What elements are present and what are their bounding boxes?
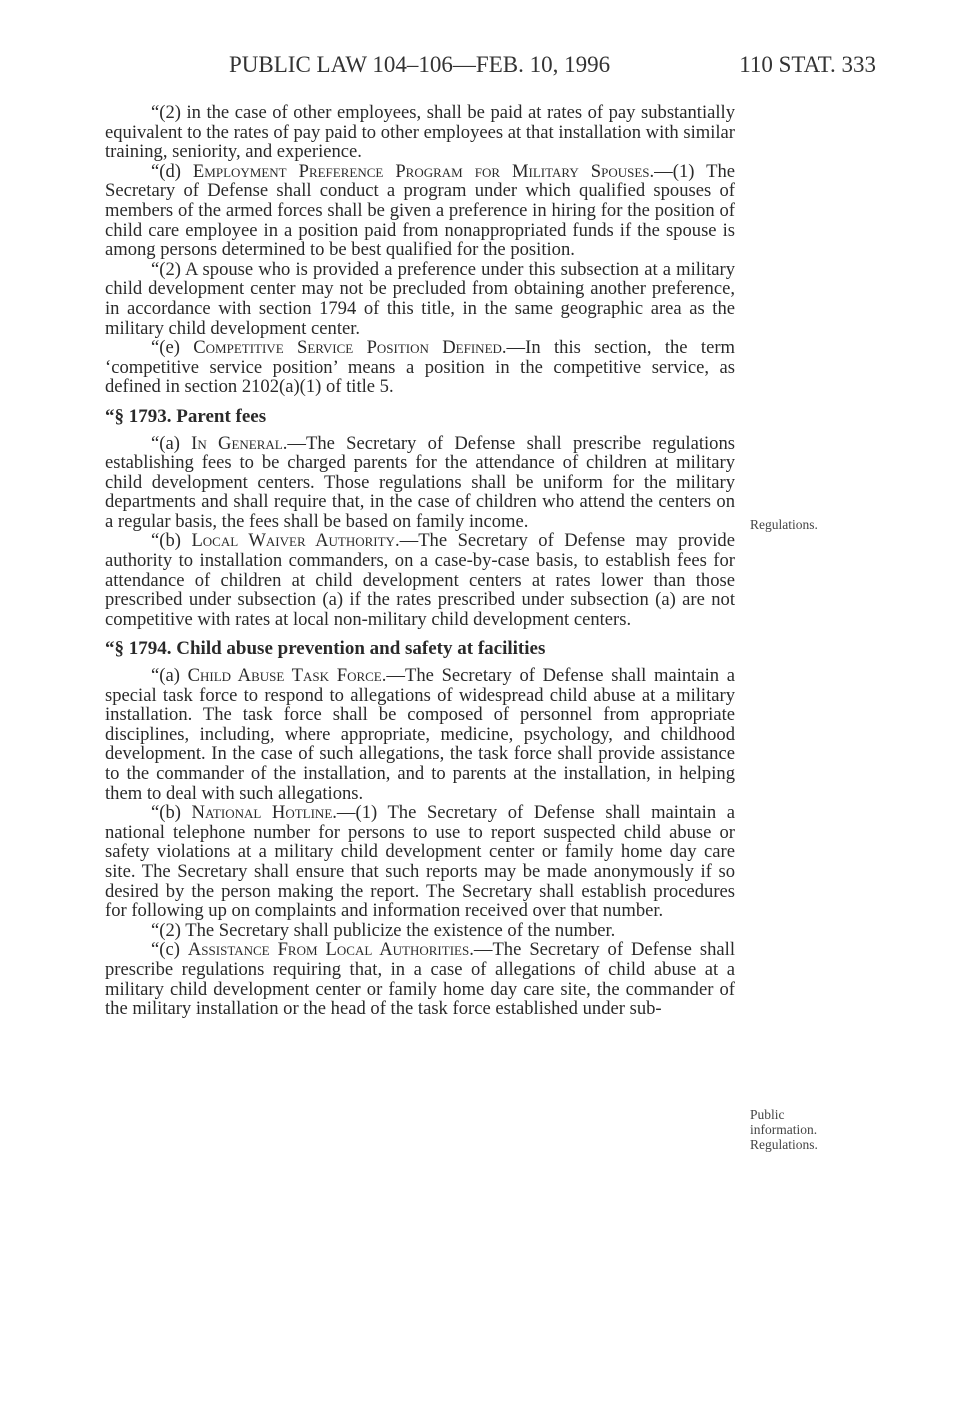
subsection-heading: Employment Preference Program for Military Spouses.: [192, 160, 655, 182]
margin-note-public-information: Public information. Regulations.: [750, 1107, 818, 1152]
subsection-heading: Child Abuse Task Force.: [187, 665, 387, 687]
subsection-d1: “(d) Employment Preference Program for Military Spouses.—(1) The Secretary of Defense shall conduct a program under which qualified spouses of members of the armed forces shall be given a preference in hiring for the position of child care employee in a position paid from nonappropriated funds if the spouse is among persons determined to be best qualified for the position.: [105, 160, 735, 261]
section-1793-a: “(a) In General.—The Secretary of Defense shall prescribe regulations establishing fees to be charged parents for the attendance of children at military child development centers. Those regulations shall be uniform for the military departments and shall require that, in the case of children who attend the centers on a regular basis, the fees shall be based on family income.: [105, 432, 735, 532]
section-1794-b2: “(2) The Secretary shall publicize the existence of the number.: [151, 919, 616, 941]
section-1794-a: “(a) Child Abuse Task Force.—The Secretary of Defense shall maintain a special task force to respond to allegations of widespread child abuse at a military installation. The task force shall be composed of personnel from appropriate disciplines, including, where appropriate, medicine, psychology, and childhood development. In the case of such allegations, the task force shall provide assistance to the commander of the installation, and to parents at the installation, in helping them to deal with such allegations.: [105, 665, 735, 804]
page-body: [105, 103, 735, 1019]
running-head-title: PUBLIC LAW 104–106—FEB. 10, 1996: [229, 52, 611, 77]
section-1793-heading: “§ 1793. Parent fees: [105, 405, 267, 427]
subsection-heading: Assistance From Local Authorities.: [187, 939, 474, 961]
section-1794-c: “(c) Assistance From Local Authorities.—The Secretary of Defense shall prescribe regulations requiring that, in a case of allegations of child abuse at a military child development center or family home day care site, the commander of the military installation or the head of the task force established under sub-: [105, 939, 735, 1020]
subsection-e: “(e) Competitive Service Position Defined.—In this section, the term ‘competitive service position’ means a position in the competitive service, as defined in section 2102(a)(1) of title 5.: [105, 337, 735, 398]
section-1794-b1: “(b) National Hotline.—(1) The Secretary of Defense shall maintain a national telephone number for persons to use to report suspected child abuse or safety violations at a military child development center or family home day care site. The Secretary shall ensure that such reports may be made anonymously if so desired by the person making the report. The Secretary shall establish procedures for following up on complaints and information received over that number.: [105, 802, 735, 922]
subsection-heading: Competitive Service Position Defined.: [193, 337, 507, 359]
section-1794-heading: “§ 1794. Child abuse prevention and safety at facilities: [105, 638, 546, 660]
subsection-heading: National Hotline.: [191, 802, 337, 824]
subsection-heading: Local Waiver Authority.: [191, 530, 400, 552]
page-number: 110 STAT. 333: [739, 52, 876, 77]
subsection-d2: “(2) A spouse who is provided a preference under this subsection at a military child development center may not be precluded from obtaining another preference, in accordance with section 1794 of this title, in the same geographic area as the military child development center.: [105, 258, 735, 339]
margin-note-regulations: Regulations.: [750, 517, 818, 532]
section-1793-b: “(b) Local Waiver Authority.—The Secretary of Defense may provide authority to installation commanders, on a case-by-case basis, to establish fees for attendance of children at child development centers at rates lower than those prescribed under subsection (a) if the rates prescribed under subsection (a) are not competitive with rates at local non-military child development centers.: [105, 530, 735, 630]
paragraph-c2: “(2) in the case of other employees, shall be paid at rates of pay substantially equivalent to the rates of pay paid to other employees at that installation with similar training, seniority, and experience.: [105, 102, 735, 163]
subsection-heading: In General.: [191, 432, 288, 454]
